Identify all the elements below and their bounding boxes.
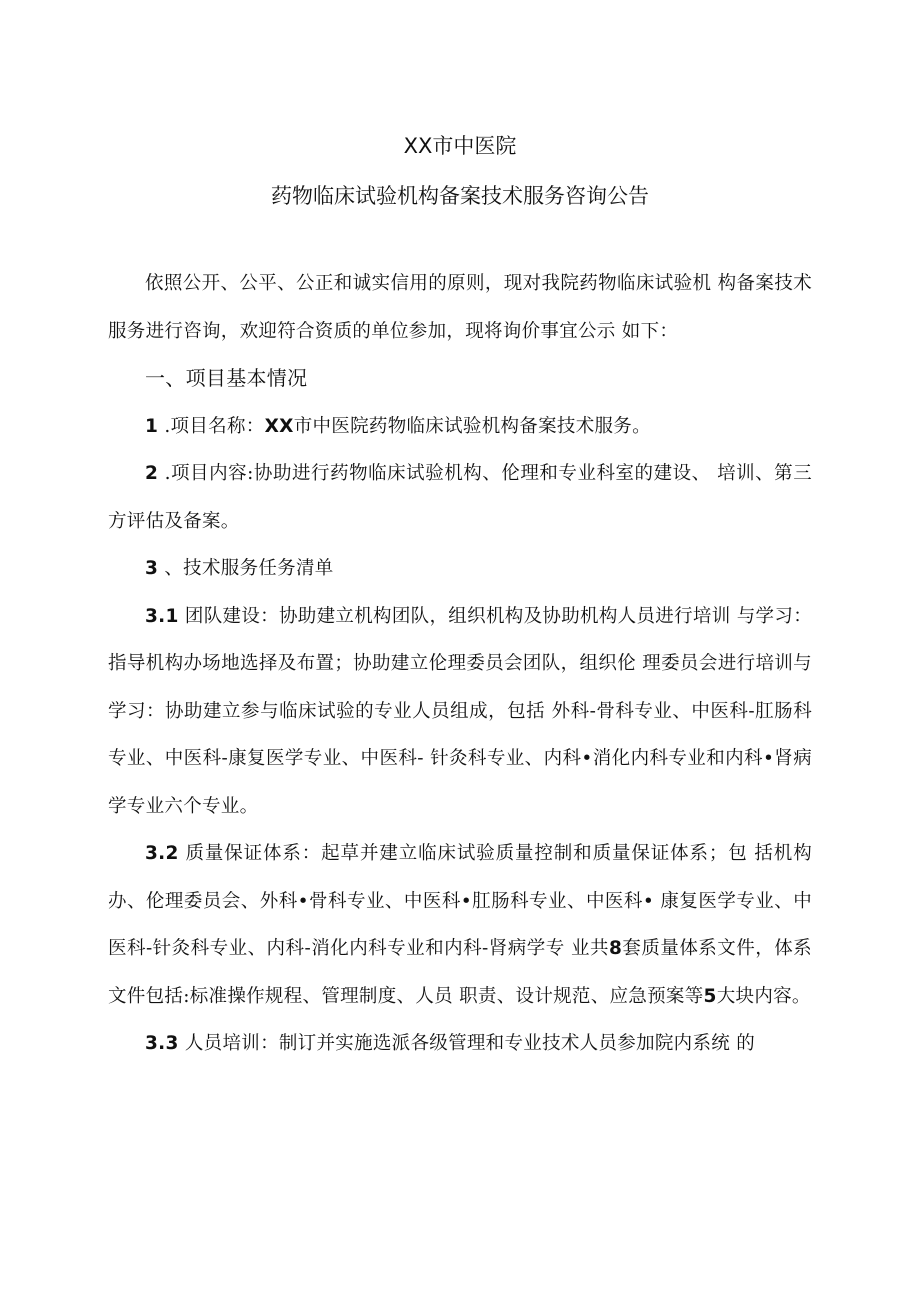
item-text: 团队建设：协助建立机构团队，组织机构及协助机构人员进行培训 与学习：指导机构办场地选择及布置；协助建立伦理委员会团队，组织伦 理委员会进行培训与学习：协助建立参与临床试验的专业人员组成，包括 外科-骨科专业、中医科-肛肠科专业、中医科-康复医学专业、中医科- 针灸科专业、内科•消化内科专业和内科•肾病学专业六个专业。 (108, 605, 812, 817)
item-number: 2 (145, 463, 159, 484)
intro-paragraph: 依照公开、公平、公正和诚实信用的原则，现对我院药物临床试验机 构备案技术服务进行咨询，欢迎符合资质的单位参加，现将询价事宜公示 如下： (108, 273, 812, 342)
item-highlight: XX (264, 415, 294, 437)
item-staff-training (108, 1020, 812, 1068)
item-text: 大块内容。 (716, 985, 811, 1007)
item-number: 3.1 (145, 605, 179, 627)
item-number: 3.2 (145, 843, 179, 864)
item-count: 8 (609, 938, 623, 959)
item-text: 人员培训：制订并实施选派各级管理和专业技术人员参加院内系统 的 (184, 1033, 756, 1054)
item-count: 5 (703, 985, 717, 1007)
item-text: 、技术服务任务清单 (164, 558, 334, 579)
item-project-name (108, 403, 812, 451)
item-text: 协助进行药物临床试验机构、伦理和专业科室的建设、 培训、第三方评估及备案。 (108, 463, 812, 532)
document-title-subject: 药物临床试验机构备案技术服务咨询公告 (271, 184, 649, 208)
item-text: 质量保证体系：起草并建立临床试验质量控制和质量保证体系；包 括机构办、伦理委员会、外科•骨科专业、中医科•肛肠科专业、中医科• 康复医学专业、中医科-针灸科专业、内科-消化内科专业和内科-肾病学专 业共 (108, 843, 812, 959)
item-service-list (108, 545, 812, 593)
section-heading-basic-info: 一、项目基本情况 (145, 366, 308, 390)
item-label: .项目名称： (164, 415, 265, 437)
item-team-building (108, 593, 812, 831)
item-number: 3 (145, 558, 159, 579)
item-project-content (108, 450, 812, 545)
item-text: 套质量体系文件，体系文件包括:标准操作规程、管理制度、人员 职责、设计规范、应急预案等 (108, 938, 812, 1007)
item-quality-system (108, 830, 812, 1020)
item-number: 3.3 (145, 1033, 179, 1054)
item-label: .项目内容: (164, 463, 254, 484)
document-body (108, 260, 812, 1068)
item-text: 市中医院药物临床试验机构备案技术服务。 (293, 415, 651, 437)
item-number: 1 (145, 415, 159, 437)
document-title-hospital: XX市中医院 (403, 134, 517, 158)
